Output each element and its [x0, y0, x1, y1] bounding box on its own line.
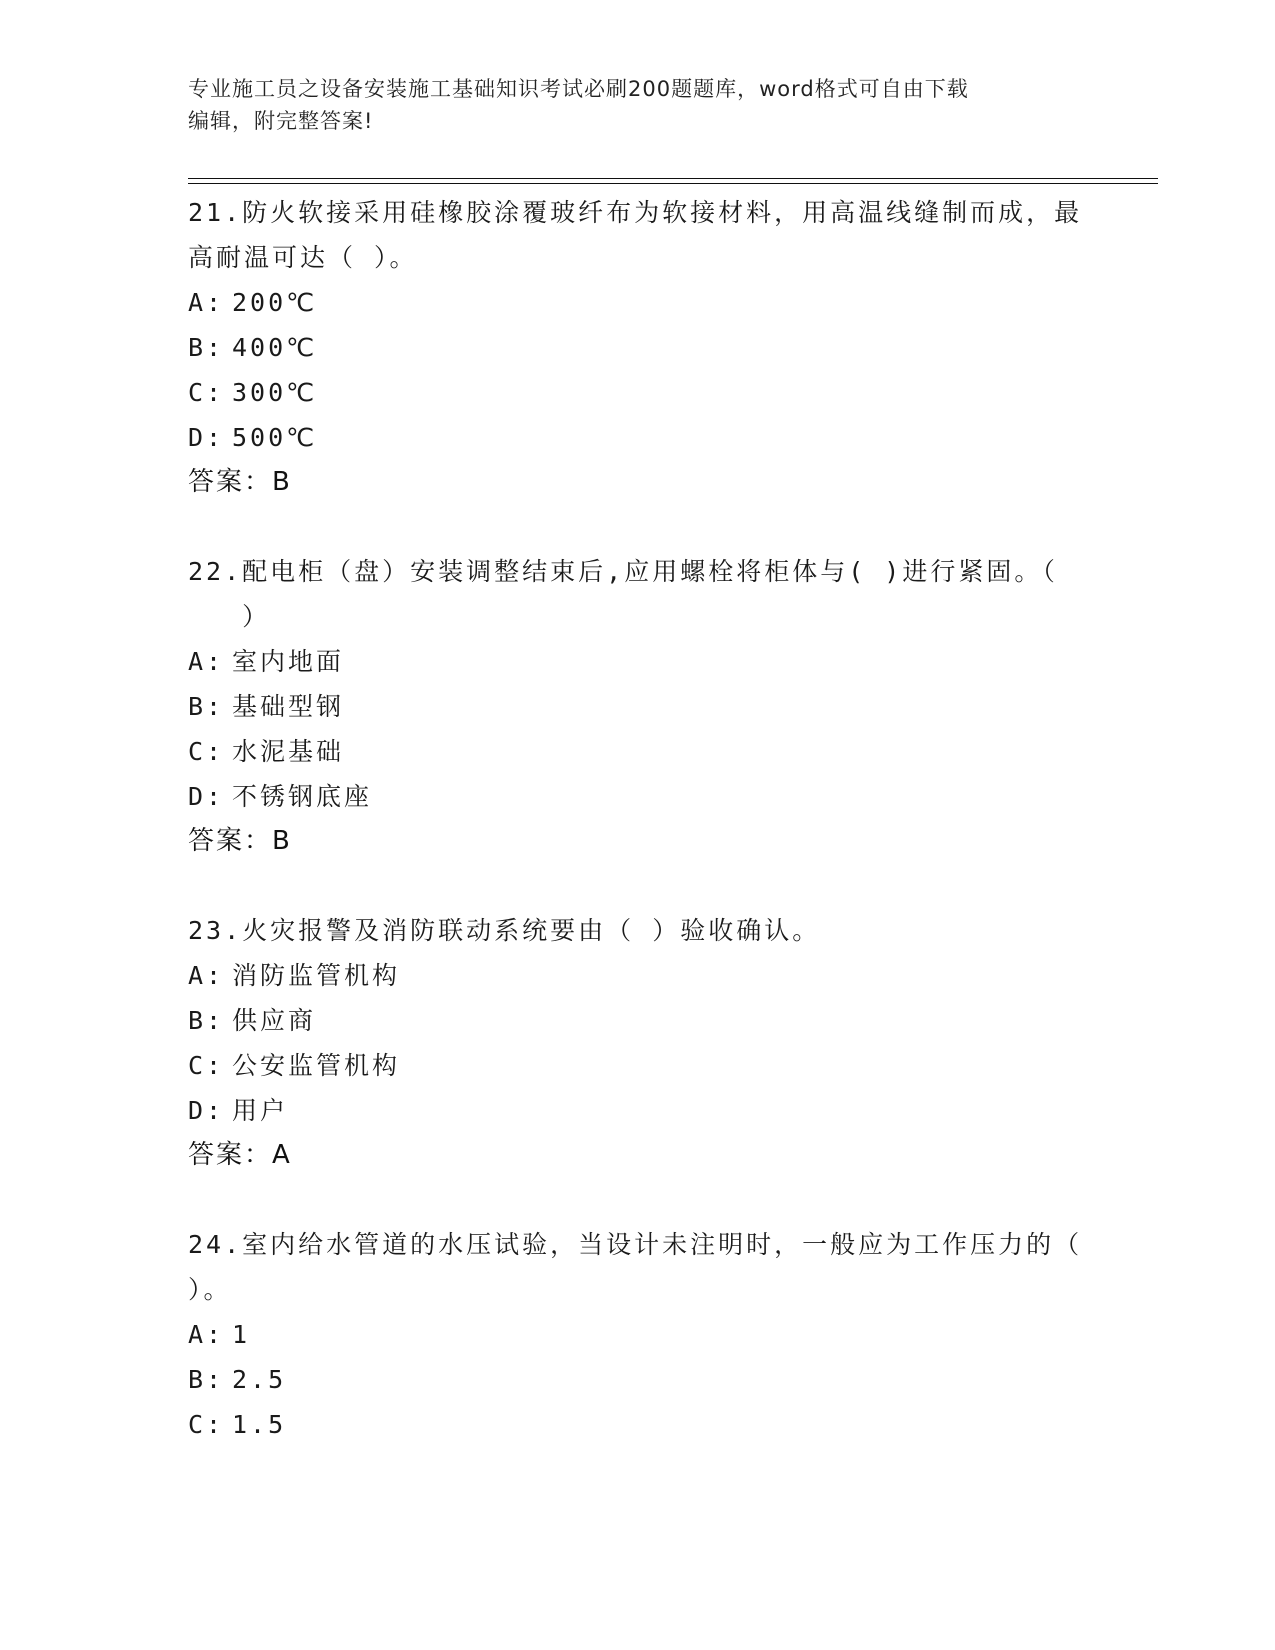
option-key: A: [188, 288, 225, 317]
question-text: 配电柜（盘）安装调整结束后,应用螺栓将柜体与( )进行紧固。（ ） [242, 557, 1058, 631]
question-number: 22. [188, 557, 243, 586]
option-a [188, 280, 1088, 325]
option-key: B: [188, 1365, 225, 1394]
option-text: 供应商 [232, 1006, 317, 1035]
question-stem [188, 1222, 1088, 1312]
option-text: 200℃ [232, 288, 318, 317]
option-text: 水泥基础 [232, 737, 345, 766]
option-d [188, 774, 1088, 819]
option-key: C: [188, 378, 225, 407]
option-text: 基础型钢 [232, 692, 345, 721]
option-text: 不锈钢底座 [232, 782, 373, 811]
option-key: C: [188, 1051, 225, 1080]
option-text: 400℃ [232, 333, 318, 362]
option-c [188, 729, 1088, 774]
option-text: 1 [232, 1320, 251, 1349]
option-text: 消防监管机构 [232, 961, 401, 990]
option-b [188, 684, 1088, 729]
header-title-line-2: 编辑，附完整答案! [188, 109, 374, 133]
option-a [188, 639, 1088, 684]
header-divider-top [188, 178, 1158, 179]
option-d [188, 1088, 1088, 1133]
option-c [188, 1043, 1088, 1088]
question-list [188, 190, 1088, 1492]
answer-label: 答案：A [188, 1140, 292, 1170]
option-text: 用户 [232, 1096, 289, 1125]
question-number: 24. [188, 1230, 243, 1259]
option-key: B: [188, 1006, 225, 1035]
question-22 [188, 549, 1088, 863]
question-21 [188, 190, 1088, 504]
option-key: C: [188, 737, 225, 766]
option-key: D: [188, 782, 225, 811]
question-number: 23. [188, 916, 243, 945]
option-key: A: [188, 647, 225, 676]
question-text: 室内给水管道的水压试验，当设计未注明时，一般应为工作压力的（ ）。 [188, 1230, 1083, 1304]
option-text: 1.5 [232, 1410, 287, 1439]
header-divider-bottom [188, 183, 1158, 184]
option-b [188, 1357, 1088, 1402]
option-c [188, 1402, 1088, 1447]
question-text: 防火软接采用硅橡胶涂覆玻纤布为软接材料，用高温线缝制而成，最高耐温可达（ ）。 [188, 198, 1083, 272]
option-text: 公安监管机构 [232, 1051, 401, 1080]
question-stem [188, 908, 1088, 953]
document-header [188, 73, 1088, 137]
question-stem [188, 549, 1088, 639]
option-b [188, 325, 1088, 370]
option-b [188, 998, 1088, 1043]
option-key: C: [188, 1410, 225, 1439]
option-key: D: [188, 1096, 225, 1125]
option-d [188, 415, 1088, 460]
option-text: 室内地面 [232, 647, 345, 676]
option-text: 500℃ [232, 423, 318, 452]
question-text: 火灾报警及消防联动系统要由（ ）验收确认。 [242, 916, 821, 945]
option-a [188, 953, 1088, 998]
option-key: D: [188, 423, 225, 452]
option-c [188, 370, 1088, 415]
question-23 [188, 908, 1088, 1177]
question-stem [188, 190, 1088, 280]
option-key: A: [188, 961, 225, 990]
option-key: B: [188, 333, 225, 362]
option-key: B: [188, 692, 225, 721]
option-text: 2.5 [232, 1365, 287, 1394]
option-a [188, 1312, 1088, 1357]
header-title-line-1: 专业施工员之设备安装施工基础知识考试必刷200题题库，word格式可自由下载 [188, 77, 969, 101]
question-24 [188, 1222, 1088, 1447]
answer-label: 答案：B [188, 826, 292, 856]
option-text: 300℃ [232, 378, 318, 407]
question-number: 21. [188, 198, 243, 227]
option-key: A: [188, 1320, 225, 1349]
answer-label: 答案：B [188, 467, 292, 497]
